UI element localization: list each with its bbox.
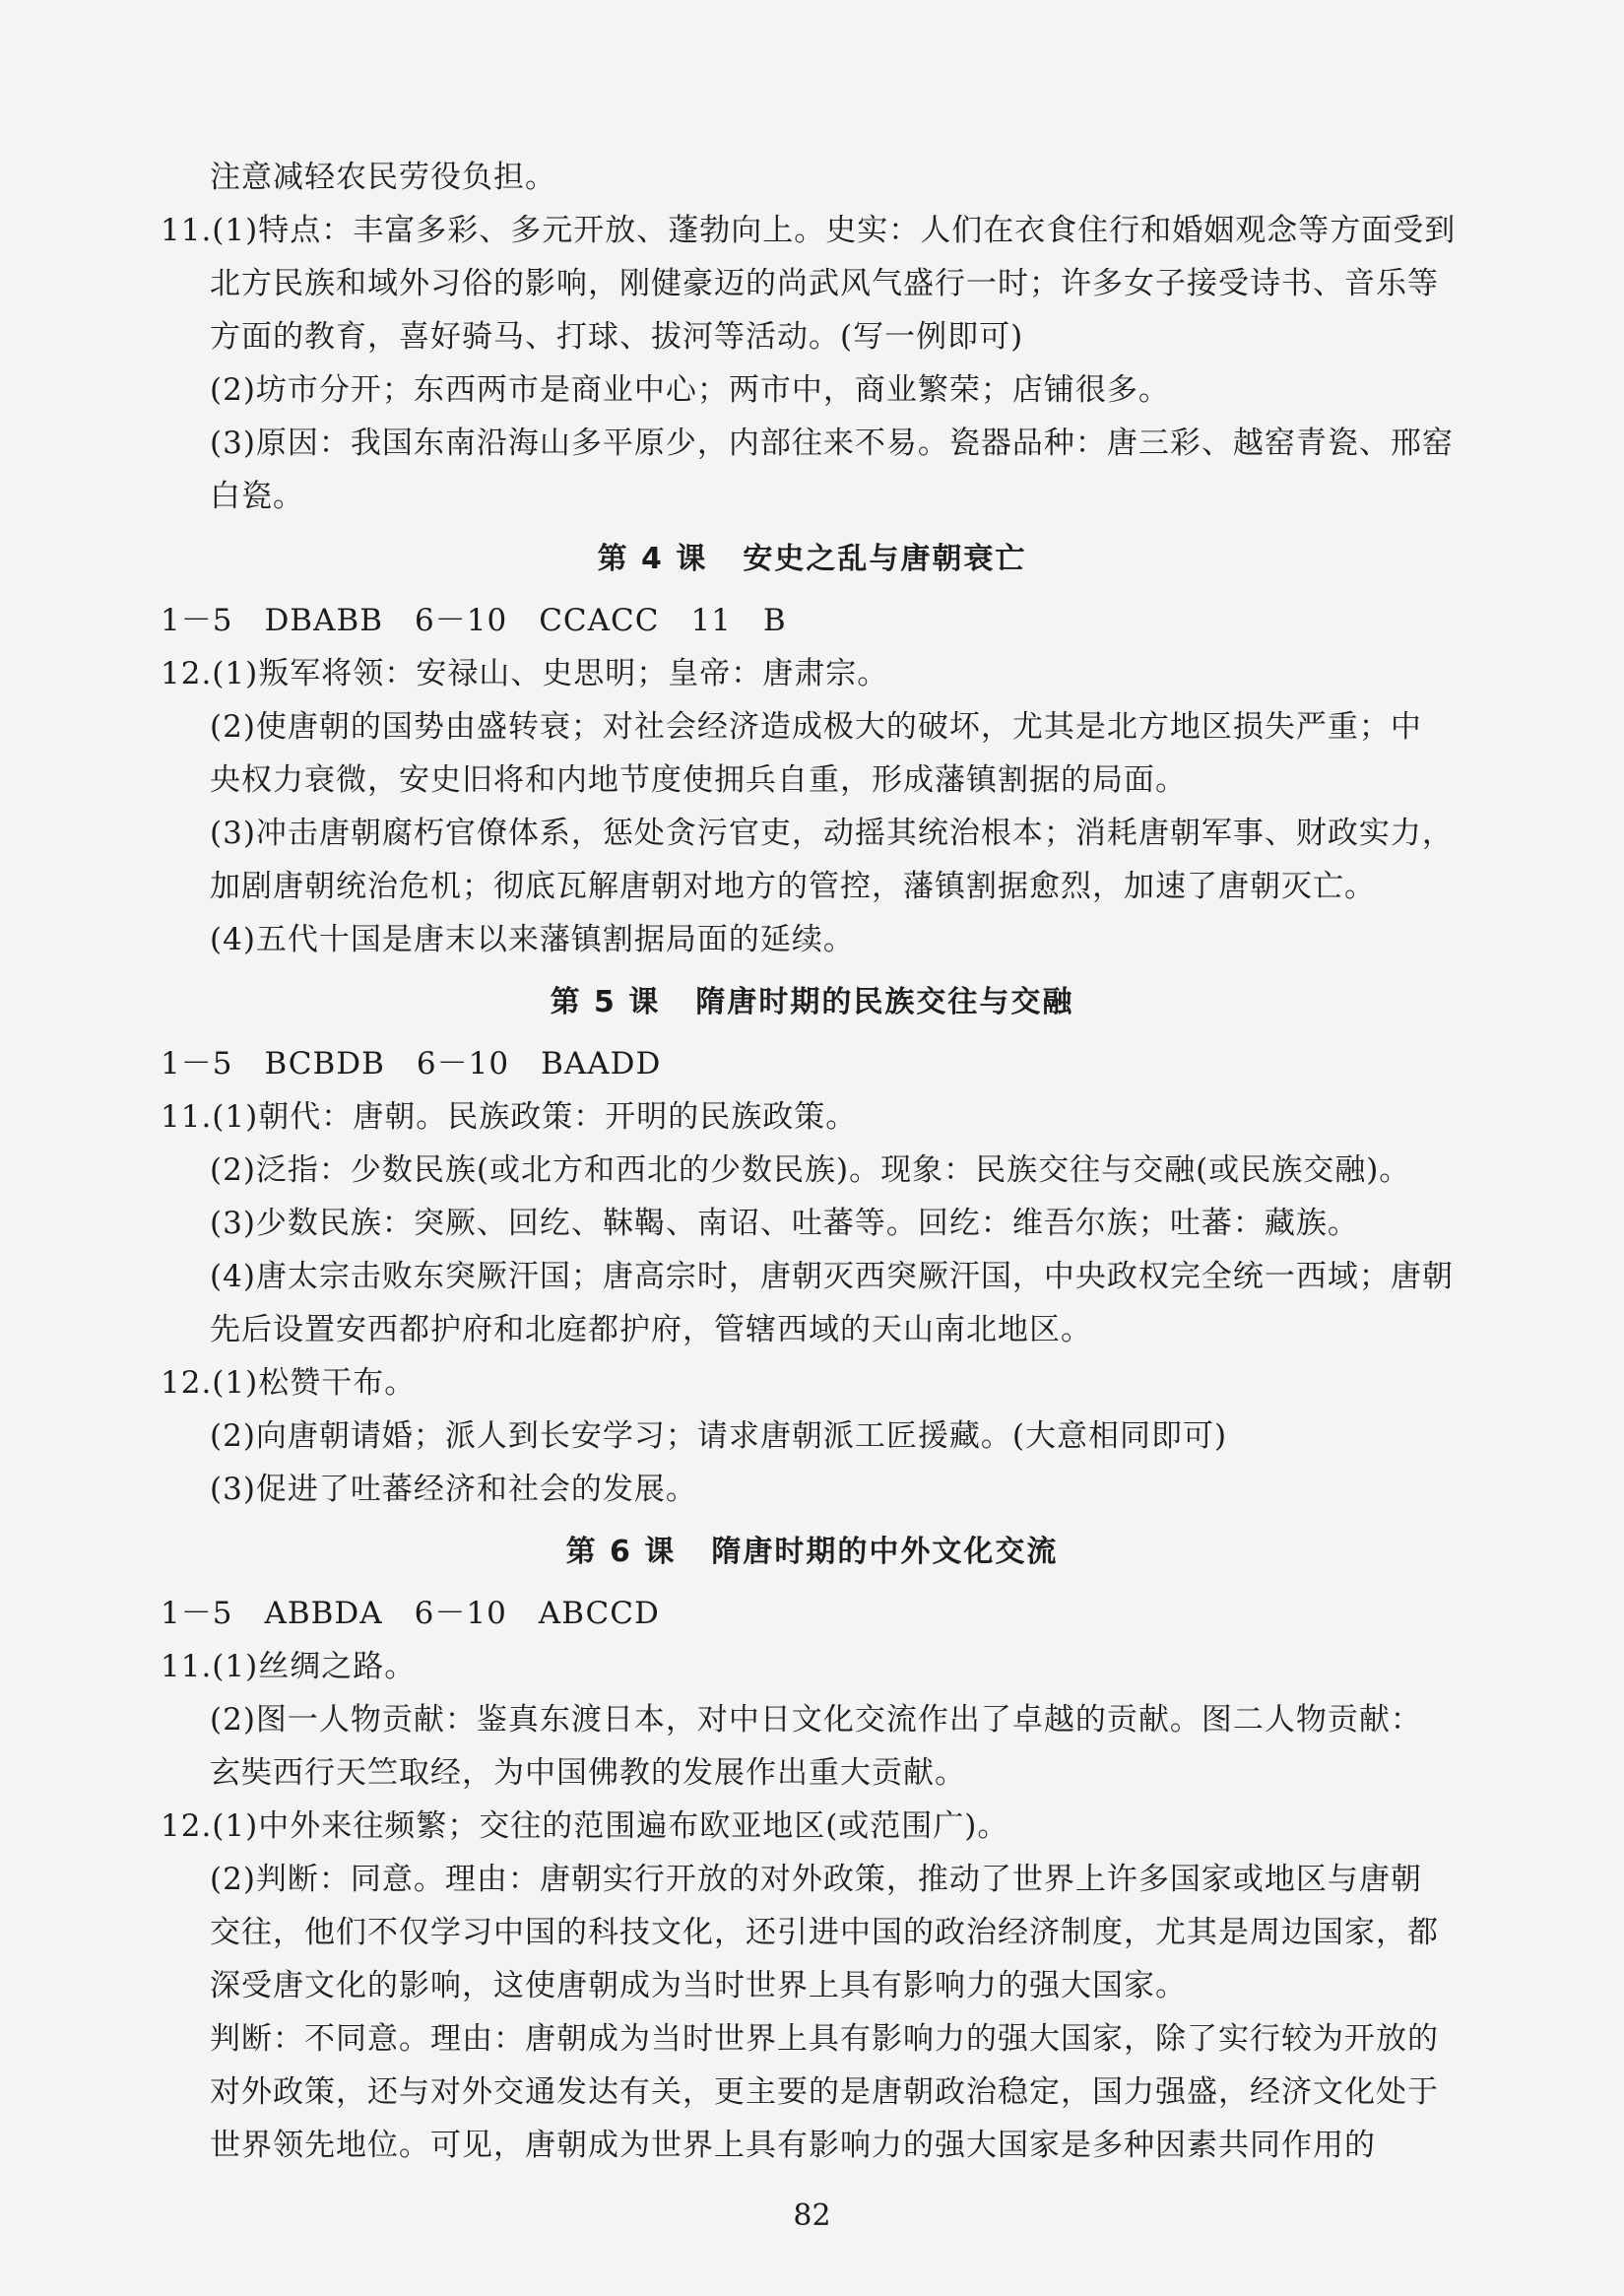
text-line: (4)五代十国是唐末以来藩镇割据局面的延续。 <box>210 922 855 957</box>
text-line: 世界领先地位。可见，唐朝成为世界上具有影响力的强大国家是多种因素共同作用的 <box>210 2128 1376 2163</box>
text-line: 11.(1)丝绸之路。 <box>161 1649 417 1684</box>
text-line: (3)促进了吐蕃经济和社会的发展。 <box>210 1472 697 1507</box>
text-line: 对外政策，还与对外交通发达有关，更主要的是唐朝政治稳定，国力强盛，经济文化处于 <box>210 2074 1439 2110</box>
lesson-title: 隋唐时期的中外文化交流 <box>711 1535 1059 1569</box>
lesson-title: 安史之乱与唐朝衰亡 <box>743 542 1027 576</box>
text-line: 判断：不同意。理由：唐朝成为当时世界上具有影响力的强大国家，除了实行较为开放的 <box>210 2021 1439 2057</box>
text-line: 玄奘西行天竺取经，为中国佛教的发展作出重大贡献。 <box>210 1755 966 1791</box>
text-line: 12.(1)松赞干布。 <box>161 1365 417 1401</box>
text-line: (2)图一人物贡献：鉴真东渡日本，对中日文化交流作出了卓越的贡献。图二人物贡献： <box>210 1702 1422 1738</box>
text-line: 交往，他们不仅学习中国的科技文化，还引进中国的政治经济制度，尤其是周边国家，都 <box>210 1915 1439 1950</box>
text-line: 央权力衰微，安史旧将和内地节度使拥兵自重，形成藩镇割据的局面。 <box>210 762 1187 798</box>
lesson-title: 隋唐时期的民族交往与交融 <box>695 985 1074 1019</box>
text-line: 加剧唐朝统治危机；彻底瓦解唐朝对地方的管控，藩镇割据愈烈，加速了唐朝灭亡。 <box>210 869 1376 904</box>
text-line: 1－5 BCBDB 6－10 BAADD <box>161 1046 662 1082</box>
text-line: 深受唐文化的影响，这使唐朝成为当时世界上具有影响力的强大国家。 <box>210 1968 1187 2003</box>
text-line: 11.(1)朝代：唐朝。民族政策：开明的民族政策。 <box>161 1099 858 1135</box>
lesson-number: 第 5 课 <box>550 985 661 1019</box>
text-line: 先后设置安西都护府和北庭都护府，管辖西域的天山南北地区。 <box>210 1312 1092 1347</box>
lesson-heading <box>0 1533 1624 1572</box>
lesson-heading <box>0 983 1624 1022</box>
text-line: (2)坊市分开；东西两市是商业中心；两市中，商业繁荣；店铺很多。 <box>210 372 1170 408</box>
text-line: 注意减轻农民劳役负担。 <box>210 160 556 195</box>
text-line: 北方民族和域外习俗的影响，刚健豪迈的尚武风气盛行一时；许多女子接受诗书、音乐等 <box>210 266 1439 301</box>
page-number: 82 <box>793 2198 831 2233</box>
text-line: 11.(1)特点：丰富多彩、多元开放、蓬勃向上。史实：人们在衣食住行和婚姻观念等方面受到 <box>161 213 1457 248</box>
lesson-heading <box>0 540 1624 579</box>
text-line: (2)判断：同意。理由：唐朝实行开放的对外政策，推动了世界上许多国家或地区与唐朝 <box>210 1862 1422 1897</box>
text-line: (2)泛指：少数民族(或北方和西北的少数民族)。现象：民族交往与交融(或民族交融)。 <box>210 1152 1411 1188</box>
text-line: 12.(1)叛军将领：安禄山、史思明；皇帝：唐肃宗。 <box>161 656 889 691</box>
text-line: (3)冲击唐朝腐朽官僚体系，惩处贪污官吏，动摇其统治根本；消耗唐朝军事、财政实力， <box>210 816 1454 851</box>
text-line: (3)原因：我国东南沿海山多平原少，内部往来不易。瓷器品种：唐三彩、越窑青瓷、邢窑 <box>210 426 1454 461</box>
text-line: 12.(1)中外来往频繁；交往的范围遍布欧亚地区(或范围广)。 <box>161 1808 1009 1844</box>
text-line: 方面的教育，喜好骑马、打球、拔河等活动。(写一例即可) <box>210 319 1024 355</box>
text-line: (2)使唐朝的国势由盛转衰；对社会经济造成极大的破坏，尤其是北方地区损失严重；中 <box>210 709 1422 745</box>
text-line: 1－5 DBABB 6－10 CCACC 11 B <box>161 603 787 638</box>
text-line: (2)向唐朝请婚；派人到长安学习；请求唐朝派工匠援藏。(大意相同即可) <box>210 1418 1228 1454</box>
lesson-number: 第 4 课 <box>597 542 708 576</box>
text-line: (4)唐太宗击败东突厥汗国；唐高宗时，唐朝灭西突厥汗国，中央政权完全统一西域；唐朝 <box>210 1259 1454 1294</box>
text-line: 白瓷。 <box>210 479 304 514</box>
lesson-number: 第 6 课 <box>565 1535 677 1569</box>
text-line: (3)少数民族：突厥、回纥、靺鞨、南诏、吐蕃等。回纥：维吾尔族；吐蕃：藏族。 <box>210 1206 1359 1241</box>
text-line: 1－5 ABBDA 6－10 ABCCD <box>161 1596 660 1631</box>
